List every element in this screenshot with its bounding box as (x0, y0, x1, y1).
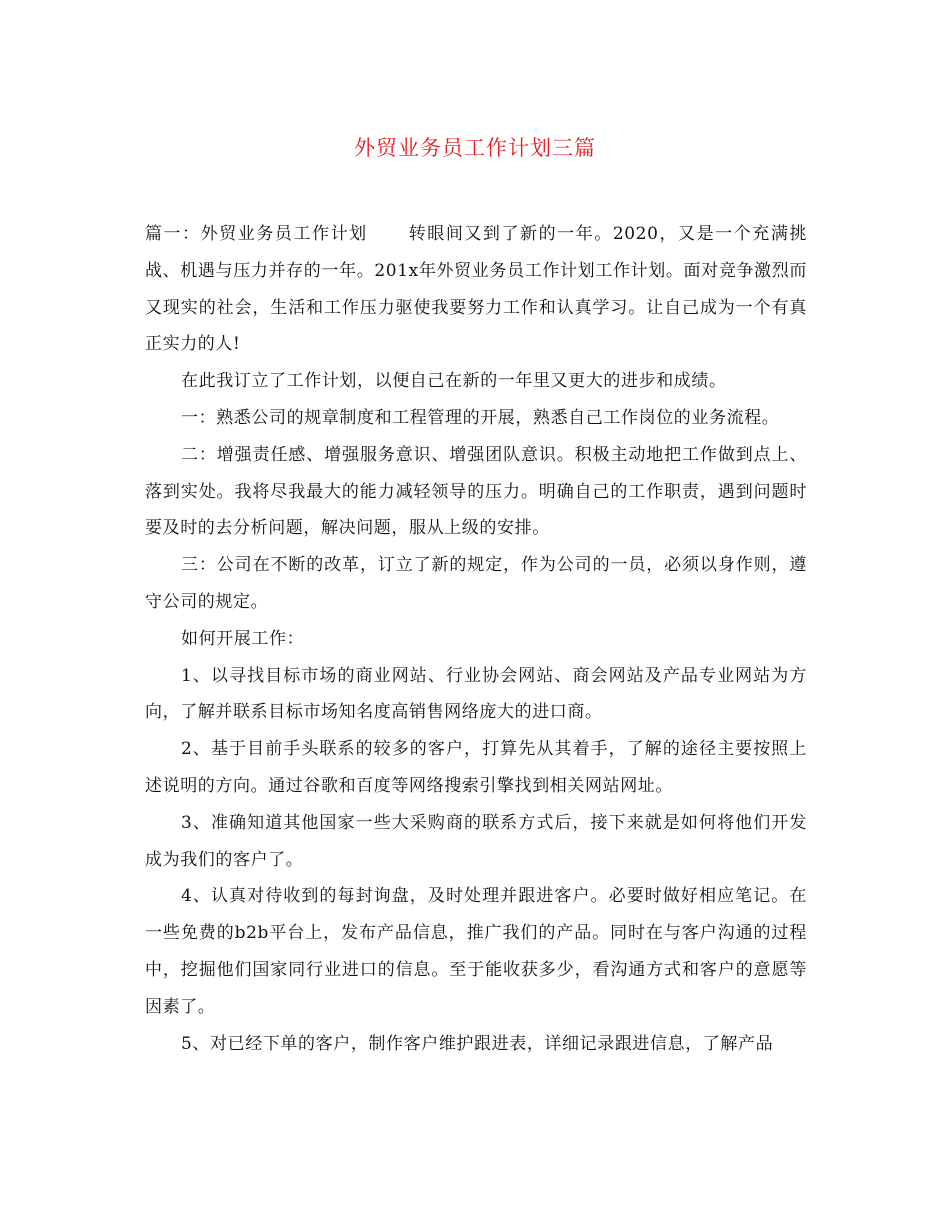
intro-label: 篇一：外贸业务员工作计划 (145, 224, 368, 244)
paragraph-step-2: 2、基于目前手头联系的较多的客户，打算先从其着手，了解的途径主要按照上述说明的方向。通过谷歌和百度等网络搜索引擎找到相关网站网址。 (145, 739, 807, 796)
paragraph-item-1: 一：熟悉公司的规章制度和工程管理的开展，熟悉自己工作岗位的业务流程。 (181, 407, 780, 428)
paragraph-step-4: 4、认真对待收到的每封询盘，及时处理并跟进客户。必要时做好相应笔记。在一些免费的b2b平台上，发布产品信息，推广我们的产品。同时在与客户沟通的过程中，挖掘他们国家同行业进口的信息。至于能收获多少，看沟通方式和客户的意愿等因素了。 (145, 886, 807, 1017)
document-title: 外贸业务员工作计划三篇 (354, 136, 596, 160)
intro-paragraph (145, 216, 807, 363)
paragraph-how-to-work: 如何开展工作： (181, 628, 305, 649)
paragraph-step-1: 1、以寻找目标市场的商业网站、行业协会网站、商会网站及产品专业网站为方向，了解并联系目标市场知名度高销售网络庞大的进口商。 (145, 665, 807, 723)
paragraph-step-5: 5、对已经下单的客户，制作客户维护跟进表，详细记录跟进信息，了解产品 (181, 1033, 774, 1054)
paragraph-plan: 在此我订立了工作计划，以便自己在新的一年里又更大的进步和成绩。 (181, 371, 727, 392)
intro-text: 转眼间又到了新的一年。2020，又是一个充满挑战、机遇与压力并存的一年。201x年外贸业务员工作计划工作计划。面对竞争激烈而又现实的社会，生活和工作压力驱使我要努力工作和认真学习。让自己成为一个有真正实力的人! (145, 224, 807, 355)
document-body (145, 216, 807, 1062)
paragraph-item-3: 三：公司在不断的改革，订立了新的规定，作为公司的一员，必须以身作则，遵守公司的规定。 (145, 555, 807, 612)
paragraph-step-3: 3、准确知道其他国家一些大采购商的联系方式后，接下来就是如何将他们开发成为我们的客户了。 (145, 812, 807, 870)
paragraph-item-2: 二：增强责任感、增强服务意识、增强团队意识。积极主动地把工作做到点上、落到实处。我将尽我最大的能力减轻领导的压力。明确自己的工作职责，遇到问题时要及时的去分析问题，解决问题，服从上级的安排。 (145, 444, 807, 539)
